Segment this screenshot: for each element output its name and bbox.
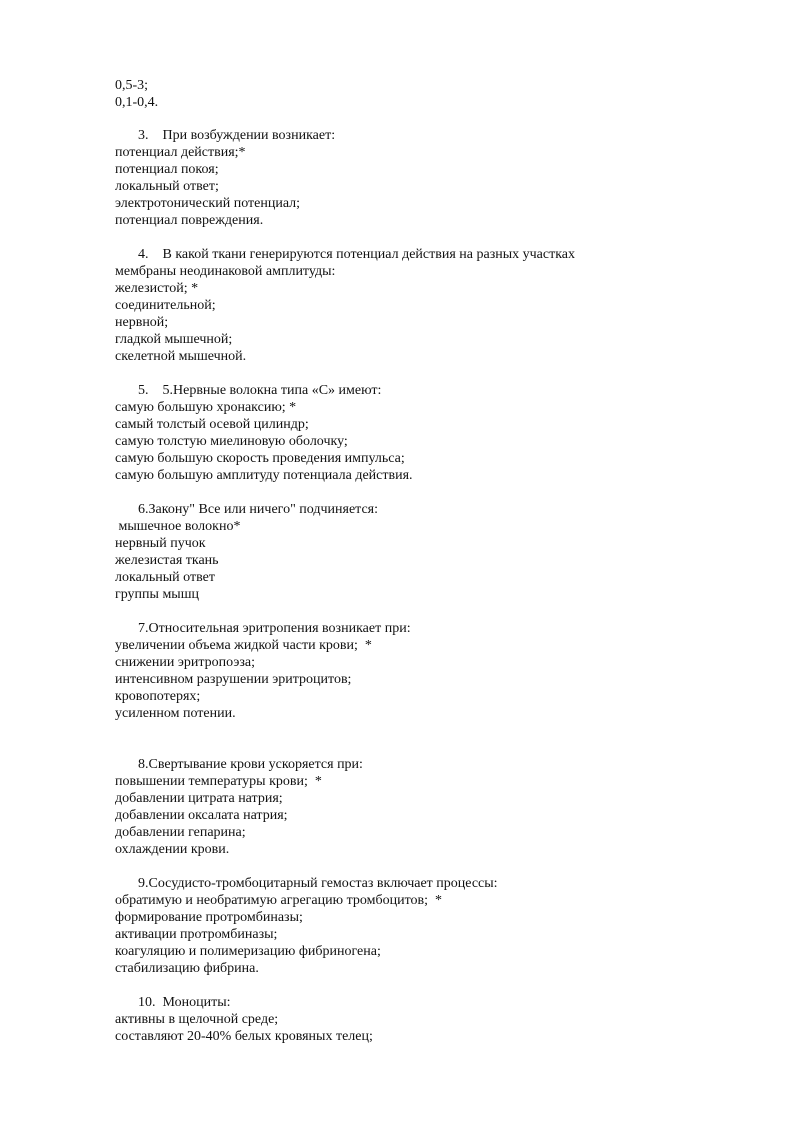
answer-option: гладкой мышечной; (115, 332, 233, 347)
answer-option: нервный пучок (115, 536, 206, 551)
answer-option: мышечное волокно* (115, 519, 241, 534)
question-title: 3. При возбуждении возникает: (138, 128, 336, 143)
answer-option: добавлении оксалата натрия; (115, 808, 288, 823)
question-title-continuation: мембраны неодинаковой амплитуды: (115, 264, 336, 279)
answer-option: повышении температуры крови; * (115, 774, 322, 789)
answer-option: локальный ответ; (115, 179, 219, 194)
question-title: 9.Сосудисто-тромбоцитарный гемостаз включает процессы: (138, 876, 498, 891)
intro-line: 0,1-0,4. (115, 95, 159, 110)
answer-option: стабилизацию фибрина. (115, 961, 259, 976)
answer-option: потенциал покоя; (115, 162, 219, 177)
question-title: 5. 5.Нервные волокна типа «С» имеют: (138, 383, 382, 398)
answer-option: электротонический потенциал; (115, 196, 301, 211)
answer-option: самую большую амплитуду потенциала действия. (115, 468, 413, 483)
answer-option: соединительной; (115, 298, 216, 313)
answer-option: составляют 20-40% белых кровяных телец; (115, 1029, 373, 1044)
answer-option: снижении эритропоэза; (115, 655, 255, 670)
answer-option: активны в щелочной среде; (115, 1012, 279, 1027)
answer-option: локальный ответ (115, 570, 215, 585)
answer-option: железистой; * (115, 281, 199, 296)
answer-option: кровопотерях; (115, 689, 201, 704)
question-title: 7.Относительная эритропения возникает при: (138, 621, 411, 636)
question-title: 8.Свертывание крови ускоряется при: (138, 757, 363, 772)
answer-option: интенсивном разрушении эритроцитов; (115, 672, 352, 687)
question-title: 6.Закону" Все или ничего" подчиняется: (138, 502, 379, 517)
answer-option: охлаждении крови. (115, 842, 230, 857)
answer-option: активации протромбиназы; (115, 927, 278, 942)
answer-option: самую большую хронаксию; * (115, 400, 297, 415)
question-title: 4. В какой ткани генерируются потенциал действия на разных участках (138, 247, 576, 262)
question-title: 10. Моноциты: (138, 995, 231, 1010)
intro-line: 0,5-3; (115, 78, 149, 93)
answer-option: добавлении цитрата натрия; (115, 791, 283, 806)
answer-option: обратимую и необратимую агрегацию тромбоцитов; * (115, 893, 442, 908)
answer-option: добавлении гепарина; (115, 825, 246, 840)
answer-option: нервной; (115, 315, 169, 330)
answer-option: потенциал повреждения. (115, 213, 264, 228)
answer-option: увеличении объема жидкой части крови; * (115, 638, 372, 653)
answer-option: железистая ткань (115, 553, 219, 568)
answer-option: самую толстую миелиновую оболочку; (115, 434, 348, 449)
answer-option: самую большую скорость проведения импульса; (115, 451, 405, 466)
answer-option: скелетной мышечной. (115, 349, 247, 364)
answer-option: коагуляцию и полимеризацию фибриногена; (115, 944, 381, 959)
answer-option: потенциал действия;* (115, 145, 246, 160)
answer-option: группы мышц (115, 587, 199, 602)
answer-option: формирование протромбиназы; (115, 910, 303, 925)
answer-option: самый толстый осевой цилиндр; (115, 417, 309, 432)
answer-option: усиленном потении. (115, 706, 236, 721)
